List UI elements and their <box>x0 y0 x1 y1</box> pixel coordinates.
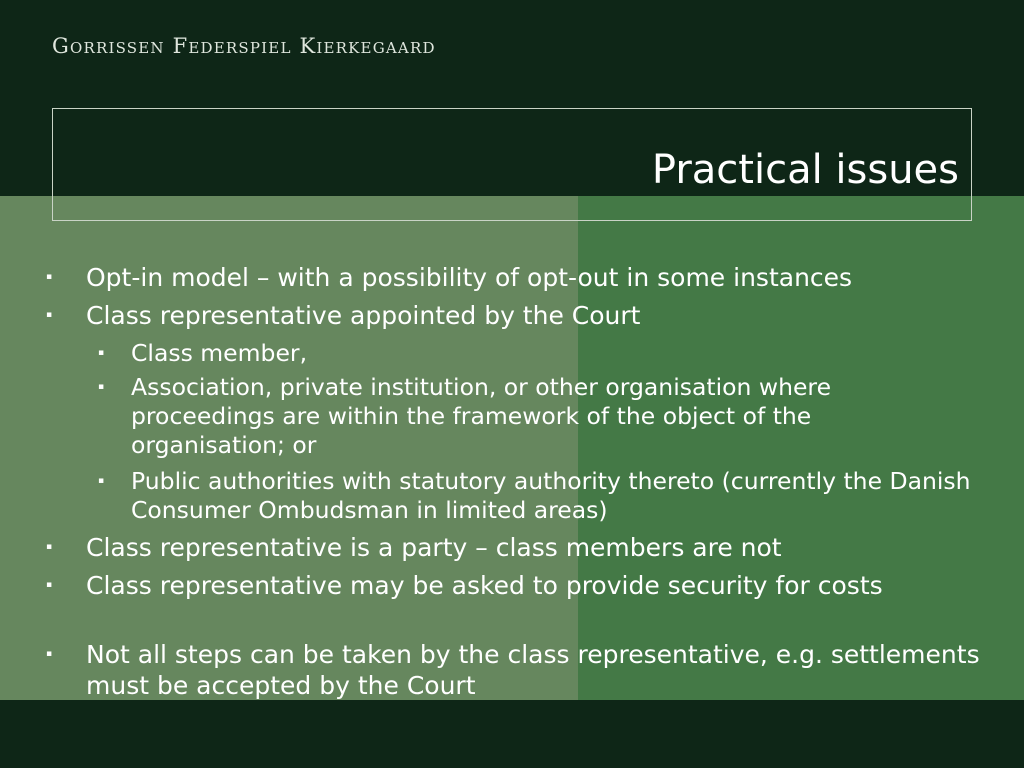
list-item <box>98 467 971 525</box>
list-item-text: Opt-in model – with a possibility of opt-out in some instances <box>86 263 853 292</box>
list-item-text: Association, private institution, or other organisation where proceedings are within the framework of the object of the organisation; or <box>131 373 832 459</box>
list-item <box>46 300 986 331</box>
bullet-icon: ▪ <box>98 476 105 486</box>
bullet-icon: ▪ <box>46 310 53 320</box>
bullet-icon: ▪ <box>98 348 105 358</box>
list-item-text: Public authorities with statutory authority thereto (currently the Danish Consumer Ombudsman in limited areas) <box>131 467 971 524</box>
bullet-icon: ▪ <box>46 272 53 282</box>
bullet-icon: ▪ <box>46 542 53 552</box>
list-item <box>98 373 971 460</box>
title-box <box>52 108 972 221</box>
list-item-text: Class member, <box>131 339 308 367</box>
list-item <box>46 532 986 563</box>
list-item <box>46 639 986 701</box>
footer-band <box>0 700 1024 768</box>
bullet-icon: ▪ <box>98 382 105 392</box>
list-item <box>98 339 971 368</box>
brand-logo-text: Gorrissen Federspiel Kierkegaard <box>52 34 436 58</box>
list-item <box>46 570 986 601</box>
slide-title: Practical issues <box>651 147 959 193</box>
list-item-text: Class representative appointed by the Court <box>86 301 641 330</box>
list-item <box>46 262 986 293</box>
list-item-text: Not all steps can be taken by the class representative, e.g. settlements must be accepted by the Court <box>86 640 980 700</box>
bullet-icon: ▪ <box>46 649 53 659</box>
bullet-icon: ▪ <box>46 580 53 590</box>
list-item-text: Class representative is a party – class members are not <box>86 533 782 562</box>
list-item-text: Class representative may be asked to provide security for costs <box>86 571 883 600</box>
